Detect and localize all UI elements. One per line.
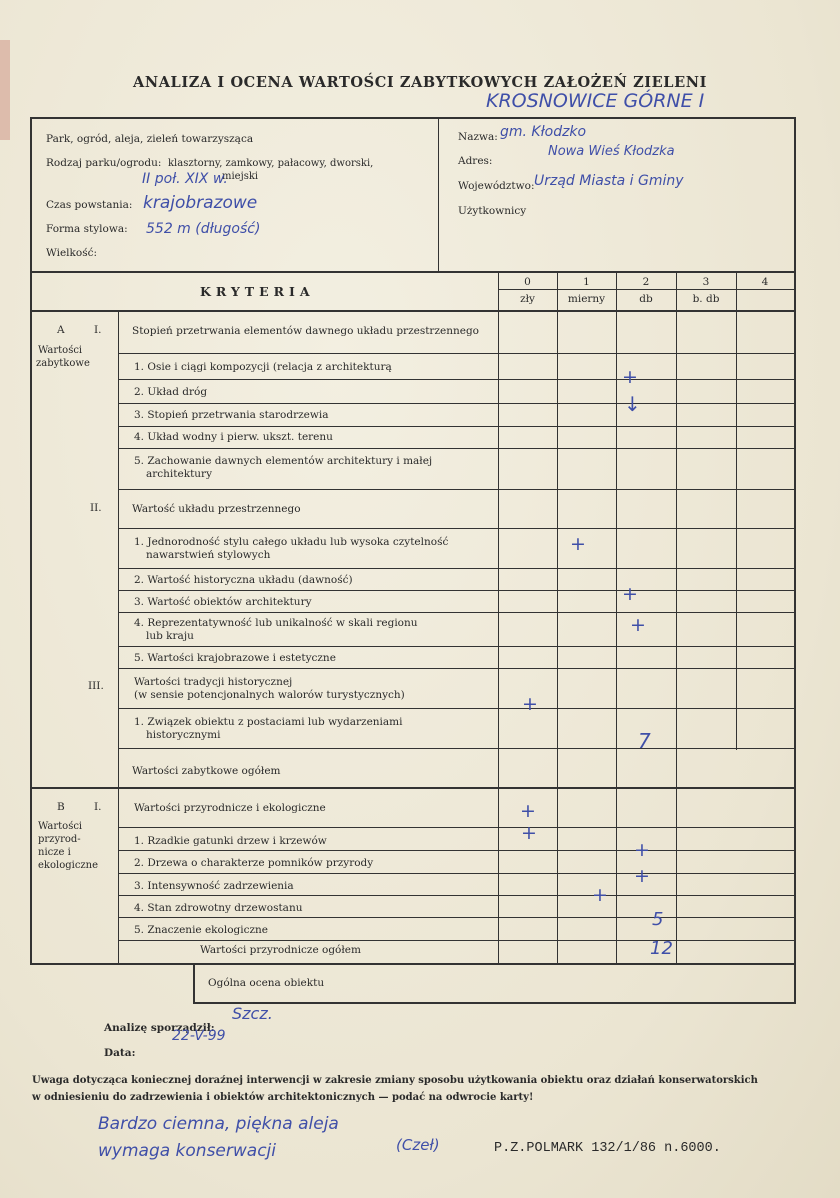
criterion-b1-5: 5. Znaczenie ekologiczne bbox=[134, 924, 269, 936]
mark-b1-3: + bbox=[634, 865, 650, 887]
grid-col-4 bbox=[736, 272, 737, 750]
scale-bottom bbox=[30, 310, 796, 312]
section-b-bottom bbox=[30, 963, 796, 965]
mark-a3: + bbox=[522, 693, 538, 715]
row-line bbox=[118, 379, 796, 380]
grid-col-1 bbox=[557, 272, 558, 964]
overall-left bbox=[193, 963, 195, 1004]
section-b-letter: B bbox=[57, 801, 65, 813]
form-title: ANALIZA I OCENA WARTOŚCI ZABYTKOWYCH ZAŁOŻEŃ ZIELENI bbox=[133, 74, 707, 91]
scale-num-4: 4 bbox=[761, 276, 769, 288]
scale-num-0: 0 bbox=[524, 276, 531, 288]
section-a-letter: A bbox=[57, 324, 65, 336]
section-a-bottom bbox=[30, 787, 796, 789]
mark-a2-1: + bbox=[570, 533, 586, 555]
note-line-2: w odniesieniu do zadrzewienia i obiektów architektonicznych — podać na odwrocie karty! bbox=[32, 1092, 534, 1103]
criterion-a1-1: 1. Osie i ciągi kompozycji (relacja z architekturą bbox=[134, 361, 392, 373]
row-line bbox=[118, 895, 796, 896]
criterion-b1-3: 3. Intensywność zadrzewienia bbox=[134, 880, 294, 892]
section-a-roman-1: I. bbox=[94, 324, 102, 336]
row-line bbox=[118, 668, 796, 669]
criterion-a1-3: 3. Stopień przetrwania starodrzewia bbox=[134, 409, 329, 421]
criterion-a1-5-cont: architektury bbox=[146, 468, 213, 480]
criterion-a2-4: 4. Reprezentatywność lub unikalność w skali regionu bbox=[134, 617, 418, 629]
scale-num-3: 3 bbox=[702, 276, 710, 288]
row-line bbox=[118, 568, 796, 569]
handwritten-forma: krajobrazowe bbox=[143, 193, 258, 213]
handwritten-date: 22-V-99 bbox=[172, 1028, 226, 1044]
criterion-a1: Stopień przetrwania elementów dawnego układu przestrzennego bbox=[132, 325, 479, 337]
label-prepared-by: Analizę sporządził: bbox=[104, 1022, 215, 1034]
criterion-a2-1-cont: nawarstwień stylowych bbox=[146, 549, 271, 561]
criterion-a1-4: 4. Układ wodny i pierw. ukszt. terenu bbox=[134, 431, 333, 443]
scale-num-1: 1 bbox=[583, 276, 590, 288]
mark-b1-4: + bbox=[592, 884, 608, 906]
mark-b-total: 12 bbox=[650, 938, 673, 959]
criterion-b1-2: 2. Drzewa o charakterze pomników przyrody bbox=[134, 857, 374, 869]
row-line bbox=[118, 748, 796, 749]
criterion-a3-1-cont: historycznymi bbox=[146, 729, 221, 741]
criterion-a2-4-cont: lub kraju bbox=[146, 630, 194, 642]
section-a-label-2: zabytkowe bbox=[36, 358, 90, 369]
label-wojewodztwo: Województwo: bbox=[458, 180, 535, 192]
criterion-b1: Wartości przyrodnicze i ekologiczne bbox=[134, 802, 326, 814]
row-line bbox=[118, 448, 796, 449]
criterion-a1-5: 5. Zachowanie dawnych elementów architektury i małej bbox=[134, 455, 433, 467]
criterion-a2-3: 3. Wartość obiektów architektury bbox=[134, 596, 312, 608]
section-b-label-2: przyrod- bbox=[38, 834, 81, 845]
scale-word-2: db bbox=[639, 293, 653, 305]
criterion-a2-2: 2. Wartość historyczna układu (dawność) bbox=[134, 574, 353, 586]
criterion-a3: Wartości tradycji historycznej bbox=[134, 676, 293, 688]
scale-word-3: b. db bbox=[692, 293, 720, 305]
frame-top bbox=[30, 117, 796, 119]
row-line bbox=[118, 353, 796, 354]
scale-num-2: 2 bbox=[642, 276, 650, 288]
mark-b1: + bbox=[520, 800, 536, 822]
criterion-a2: Wartość układu przestrzennego bbox=[132, 503, 301, 515]
section-a-label-1: Wartości bbox=[38, 345, 83, 356]
scale-mid-line bbox=[498, 289, 796, 290]
printer-imprint: P.Z.POLMARK 132/1/86 n.6000. bbox=[494, 1141, 721, 1156]
grid-section-col bbox=[118, 311, 119, 964]
overall-bottom bbox=[193, 1002, 796, 1004]
label-park: Park, ogród, aleja, zieleń towarzysząca bbox=[46, 133, 254, 145]
mark-a2-3: + bbox=[622, 583, 638, 605]
row-line bbox=[118, 403, 796, 404]
mark-a3-1: 7 bbox=[638, 729, 651, 753]
criterion-a2-5: 5. Wartości krajobrazowe i estetyczne bbox=[134, 652, 336, 664]
overall-rating: Ogólna ocena obiektu bbox=[208, 977, 325, 989]
section-a-roman-2: II. bbox=[90, 502, 102, 514]
header-bottom bbox=[30, 271, 796, 273]
mark-b1-1: + bbox=[521, 822, 537, 844]
section-b-roman-1: I. bbox=[94, 801, 102, 813]
handwritten-adres: Nowa Wieś Kłodzka bbox=[548, 144, 675, 159]
frame-left bbox=[30, 117, 32, 965]
row-line bbox=[118, 708, 796, 709]
section-b-label-1: Wartości bbox=[38, 821, 83, 832]
rodzaj-options-2: miejski bbox=[222, 171, 259, 182]
criterion-b1-1: 1. Rzadkie gatunki drzew i krzewów bbox=[134, 835, 327, 847]
kryteria-heading: KRYTERIA bbox=[200, 284, 315, 299]
handwritten-note-1: Bardzo ciemna, piękna aleja bbox=[98, 1114, 339, 1134]
rodzaj-options: klasztorny, zamkowy, pałacowy, dworski, bbox=[168, 158, 374, 169]
row-line bbox=[118, 528, 796, 529]
label-rodzaj: Rodzaj parku/ogrodu: bbox=[46, 157, 162, 169]
section-b-label-3: nicze i bbox=[38, 847, 71, 858]
note-line-1: Uwaga dotycząca koniecznej doraźnej interwencji w zakresie zmiany sposobu użytkowania obiektu oraz działań konserwatorskich bbox=[32, 1075, 758, 1086]
criterion-a3-1: 1. Związek obiektu z postaciami lub wydarzeniami bbox=[134, 716, 403, 728]
handwritten-site-name: KROSNOWICE GÓRNE I bbox=[486, 90, 705, 112]
label-wielkosc: Wielkość: bbox=[46, 247, 98, 259]
frame-right bbox=[794, 117, 796, 1004]
label-czas: Czas powstania: bbox=[46, 199, 133, 211]
row-line bbox=[118, 489, 796, 490]
label-adres: Adres: bbox=[458, 155, 493, 167]
total-przyrodnicze: Wartości przyrodnicze ogółem bbox=[200, 944, 361, 956]
mark-a1-3: ↓ bbox=[624, 392, 641, 416]
label-uzytkownicy: Użytkownicy bbox=[458, 205, 527, 217]
criterion-a2-1: 1. Jednorodność stylu całego układu lub wysoka czytelność bbox=[134, 536, 449, 548]
row-line bbox=[118, 827, 796, 828]
criterion-a1-2: 2. Układ dróg bbox=[134, 386, 208, 398]
scale-word-0: zły bbox=[520, 293, 535, 305]
handwritten-nazwa: gm. Kłodzko bbox=[500, 124, 587, 140]
criterion-b1-4: 4. Stan zdrowotny drzewostanu bbox=[134, 902, 303, 914]
handwritten-wojewodztwo: Urząd Miasta i Gminy bbox=[534, 173, 684, 189]
section-b-label-4: ekologiczne bbox=[38, 860, 99, 871]
handwritten-signature: Szcz. bbox=[232, 1004, 273, 1023]
handwritten-czas: II poł. XIX w. bbox=[142, 171, 228, 187]
row-line bbox=[118, 917, 796, 918]
row-line bbox=[118, 612, 796, 613]
row-line bbox=[118, 590, 796, 591]
total-zabytkowe: Wartości zabytkowe ogółem bbox=[132, 765, 281, 777]
section-a-roman-3: III. bbox=[88, 680, 104, 692]
grid-col-2 bbox=[616, 272, 617, 964]
grid-col-0 bbox=[498, 272, 499, 964]
header-divider bbox=[438, 117, 439, 272]
label-nazwa: Nazwa: bbox=[458, 131, 498, 143]
mark-b1-2: + bbox=[634, 839, 650, 861]
handwritten-note-3: (Czeł) bbox=[396, 1136, 440, 1154]
label-date: Data: bbox=[104, 1047, 136, 1059]
row-line bbox=[118, 426, 796, 427]
row-line bbox=[118, 940, 796, 941]
mark-b1-5: 5 bbox=[652, 909, 664, 930]
row-line bbox=[118, 646, 796, 647]
mark-a1-2: + bbox=[622, 366, 638, 388]
grid-col-3 bbox=[676, 272, 677, 964]
handwritten-wielkosc: 552 m (długość) bbox=[146, 221, 261, 237]
row-line bbox=[118, 850, 796, 851]
scale-word-1: mierny bbox=[567, 293, 606, 305]
handwritten-note-2: wymaga konserwacji bbox=[98, 1141, 276, 1161]
mark-a2-4: + bbox=[630, 614, 646, 636]
row-line bbox=[118, 873, 796, 874]
criterion-a3-cont: (w sensie potencjonalnych walorów turystycznych) bbox=[134, 689, 405, 701]
label-forma: Forma stylowa: bbox=[46, 223, 128, 235]
